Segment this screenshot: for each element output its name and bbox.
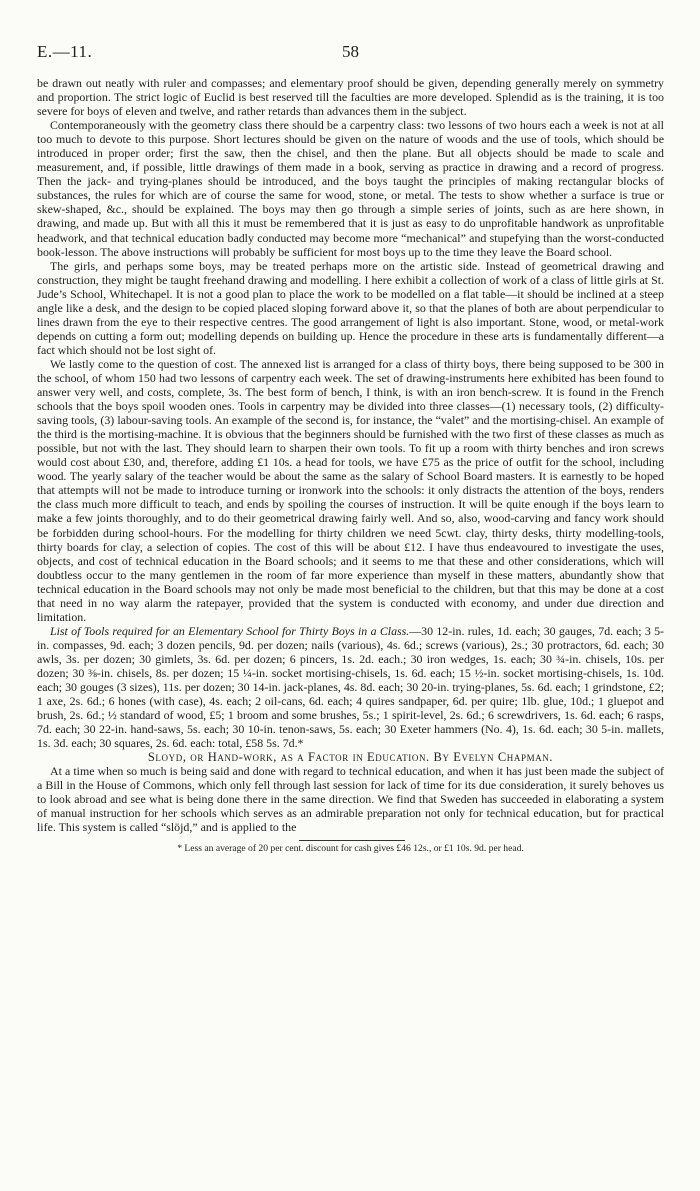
tool-list-paragraph (37, 624, 664, 750)
paragraph-question-of-cost: We lastly come to the question of cost. The annexed list is arranged for a class of thirty boys, there being supposed to be 300 in the school, of whom 150 had two lessons of carpentry each week. The set of drawing-instruments here exhibited has been found to answer very well, and costs, complete, 3s. The best form of bench, I think, is with an iron bench-screw. It is found in the French schools that the boys spoil wooden ones. Tools in carpentry may be divided into three classes—(1) necessary tools, (2) difficulty-saving tools, (3) labour-saving tools. An example of the second is, for instance, the “valet” and the mortising-chisel. An example of the third is the mortising-machine. It is obvious that the beginners should be furnished with the two first of these classes as much as possible, but not with the last. They should learn to sharpen their own tools. To fit up a room with thirty benches and iron screws would cost about £30, and, therefore, adding £1 10s. a head for tools, we have £75 as the price of outfit for the school, including wood. The yearly salary of the teacher would be about the same as the salary of School Board masters. It is earnestly to be hoped that attempts will not be made to introduce turning or ironwork into the schools: it only distracts the attention of the boys, renders the class much more difficult to teach, and ends by spoiling the courses of instruction. It will be quite enough if the boys learn to make a few joints thoroughly, and to do their geometrical drawing fairly well. And so, also, wood-carving and fancy work should be forbidden during school-hours. For the modelling for thirty children we need 5cwt. clay, thirty desks, thirty modelling-tools, thirty boards for clay, a selection of copies. The cost of this will be about £12. I have thus endeavoured to investigate the uses, objects, and cost of technical education in the Board schools; and it seems to me that these and other considerations, which will doubtless occur to the many gentlemen in the room of far more experience than myself in these matters, abundantly show that technical education in the Board schools may not only be made most beneficial to the children, but that this may be done at a cost that need in no way alarm the ratepayer, provided that the system is conducted with economy, and under due direction and limitation. (37, 356, 664, 624)
paragraph-carpentry-class: Contemporaneously with the geometry class there should be a carpentry class: two lessons of two hours each a week is not at all too much to devote to this purpose. Short lectures should be given on the nature of woods and the use of tools, which should be introduced in proper order; first the saw, then the chisel, and then the plane. But all objects should be made to scale and measurement, and, if possible, little drawings of them made in a book, serving as practice in drawing and a record of progress. Then the jack- and trying-planes should be introduced, and the boys taught the principles of making rectangular blocks of substances, the rules for which are of course the same for wood, stone, or metal. The tests to show whether a surface is true or skew-shaped, &c., should be explained. The boys may then go through a simple series of joints, such as are here shown, in drawing, and made up. But with all this it must be remembered that it is just as easy to do unprofitable handwork as unprofitable headwork, and that technical education badly conducted may become more “mechanical” and stupefying than the worst-conducted book-lesson. The above instructions will probably be sufficient for most boys up to the time they leave the Board school. (37, 118, 664, 259)
footnote-rule (299, 840, 405, 841)
running-header (37, 0, 664, 76)
paragraph-sloyd-intro: At a time when so much is being said and done with regard to technical education, and when it has just been made the subject of a Bill in the House of Commons, which only fell through last session for lack of time for its due consideration, it surely behoves us to look abroad and see what is being done there in the same direction. We find that Sweden has succeeded in elaborating a system of manual instruction for her schools which serves as an admirable preparation not only for technical education, but for practical life. This system is called “slöjd,” and is applied to the (37, 764, 664, 835)
tool-list-heading: List of Tools required for an Elementary School for Thirty Boys in a Class. (50, 623, 410, 638)
report-reference: E.—11. (37, 42, 93, 61)
body-text (37, 76, 664, 835)
paragraph-geometry-continuation: be drawn out neatly with ruler and compasses; and elementary proof should be given, depending generally merely on symmetry and proportion. The strict logic of Euclid is best reserved till the faculties are more developed. Splendid as is the training, it is too severe for boys of eleven and twelve, and rather retards than advances them in the subject. (37, 76, 664, 119)
page-number: 58 (342, 42, 359, 61)
footnote: * Less an average of 20 per cent. discount for cash gives £46 12s., or £1 10s. 9d. per head. (177, 842, 524, 854)
paragraph-girls-modelling: The girls, and perhaps some boys, may be treated perhaps more on the artistic side. Instead of geometrical drawing and construction, they might be taught freehand drawing and modelling. I here exhibit a collection of work of a class of little girls at St. Jude’s School, Whitechapel. It is not a good plan to place the work to be modelled on a flat table—it should be inclined at a steep angle like a desk, and the design to be copied placed sloping forward above it, so that the planes of both are about perpendicular to lines drawn from the eye to their respective centres. The good arrangement of light is also important. Stone, wood, or metal-work depends on cutting a form out; modelling depends on building up. Hence the procedure in these arts is fundamentally different—a fact which should not be lost sight of. (37, 258, 664, 357)
sloyd-section-heading: Sloyd, or Hand-work, as a Factor in Education. By Evelyn Chapman. (147, 750, 554, 765)
tool-list-body: —30 12-in. rules, 1d. each; 30 gauges, 7d. each; 3 5-in. compasses, 9d. each; 3 dozen pencils, 9d. per dozen; nails (various), 4s. 6d.; screws (various), 2s.; 30 protractors, 6d. each; 30 awls, 3s. per dozen; 30 gimlets, 3s. 6d. per dozen; 6 pincers, 1s. 2d. each.; 30 iron wedges, 1s. each; 30 ¾-in. chisels, 10s. per dozen; 30 ⅜-in. chisels, 8s. per dozen; 15 ¼-in. socket mortising-chisels, 1s. 6d. each; 15 ½-in. socket mortising-chisels, 1s. 10d. each; 30 gouges (3 sizes), 11s. per dozen; 30 14-in. jack-planes, 4s. 8d. each; 30 20-in. trying-planes, 5s. 6d. each; 1 grindstone, £2; 1 axe, 2s. 6d.; 6 hones (with case), 4s. each; 2 oil-cans, 6d. each; 4 quires sandpaper, 6d. per quire; 1lb. glue, 10d.; 1 gluepot and brush, 2s. 6d.; ½ standard of wood, £5; 1 broom and some brushes, 5s.; 1 spirit-level, 2s. 6d.; 6 screwdrivers, 1s. 6d. each; 6 rasps, 7d. each; 30 22-in. hand-saws, 5s. each; 30 10-in. tenon-saws, 5s. each; 30 Exeter hammers (No. 4), 1s. 6d. each; 30 5-in. mallets, 1s. 3d. each; 30 squares, 2s. 6d. each: total, £58 5s. 7d.* (37, 623, 664, 751)
